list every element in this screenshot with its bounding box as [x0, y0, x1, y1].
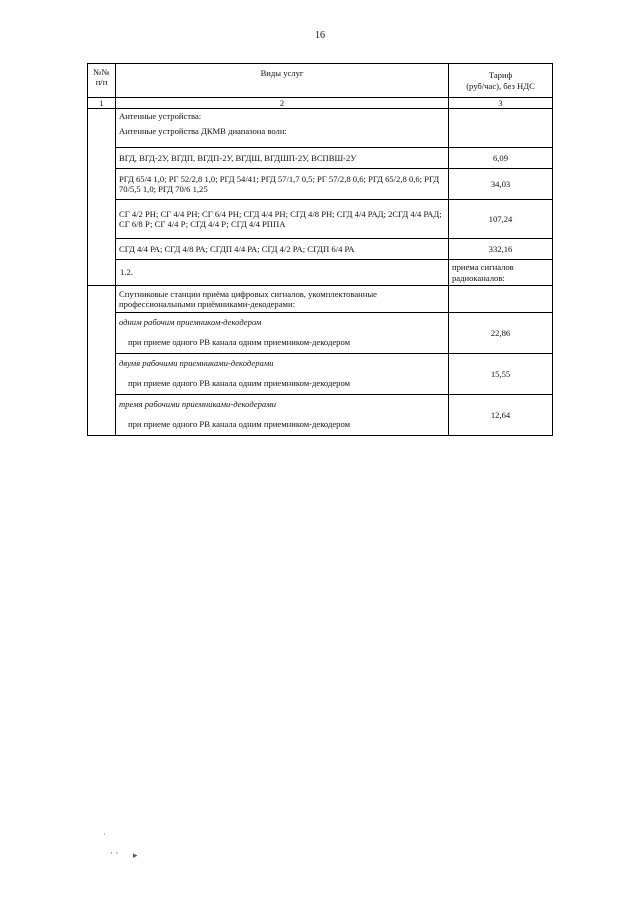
subsection-title: одним рабочим приемником-декодером [116, 312, 449, 331]
section-title: приема сигналов радиоканалов: [449, 260, 553, 286]
row-number-cell [88, 285, 116, 435]
table-row [88, 260, 553, 286]
table-row [88, 109, 553, 148]
header-tariff [449, 64, 553, 98]
scan-artifact: ▸ [133, 850, 138, 860]
service-text: СГД 4/4 РА; СГД 4/8 РА; СГДП 4/4 РА; СГД 4/2 РА; СГДП 6/4 РА [116, 239, 449, 260]
price-value: 12,64 [449, 394, 553, 435]
table-row [88, 239, 553, 260]
scan-artifact: ˙ [103, 832, 106, 842]
scan-artifact: · · [110, 848, 119, 858]
table-row [88, 353, 553, 372]
subsection-title: двумя рабочими приемниками-декодерами [116, 353, 449, 372]
table-row [88, 312, 553, 331]
header-tariff-line1: Тариф [488, 70, 513, 81]
price-cell [449, 285, 553, 312]
header-num: №№ п/п [88, 64, 116, 98]
satellite-text: Спутниковые станции приёма цифровых сигналов, укомплектованные профессиональными приёмниками-декодерами: [116, 285, 449, 312]
antenna-subtitle: Антенные устройства ДКМВ диапазона волн: [119, 125, 287, 136]
table-row [88, 148, 553, 169]
row-number-cell [88, 109, 116, 286]
service-text: при приеме одного РВ канала одним приемником-декодером [116, 413, 449, 436]
price-cell [449, 109, 553, 148]
price-value: 6,09 [449, 148, 553, 169]
service-text: СГ 4/2 РН; СГ 4/4 РН; СГ 6/4 РН; СГД 4/4 РН; СГД 4/8 РН; СГД 4/4 РАД; 2СГД 4/4 РАД; СГ 6/8 Р; СГ 4/4 Р; СГД 4/4 Р; СГД 4/4 РППА [116, 200, 449, 239]
page-number: 16 [315, 30, 325, 41]
subsection-title: тремя рабочими приемниками-декодерами [116, 394, 449, 413]
column-number: 3 [449, 98, 553, 109]
tariff-table [87, 63, 553, 436]
price-value: 22,86 [449, 312, 553, 353]
price-value: 332,16 [449, 239, 553, 260]
section-number: 1.2. [116, 260, 449, 286]
price-value: 107,24 [449, 200, 553, 239]
column-number-row [88, 98, 553, 109]
header-service: Виды услуг [116, 64, 449, 98]
antenna-section-cell [116, 109, 449, 148]
header-tariff-line2: (руб/час), без НДС [466, 80, 535, 91]
service-text: РГД 65/4 1,0; РГ 52/2,8 1,0; РГД 54/41; РГД 57/1,7 0,5; РГ 57/2,8 0,6; РГД 65/2,8 0,6; РГД 70/5,5 1,0; РГД 70/6 1,25 [116, 169, 449, 200]
price-value: 15,55 [449, 353, 553, 394]
table-row [88, 394, 553, 413]
antenna-title: Антенные устройства: [119, 111, 202, 122]
table-row [88, 200, 553, 239]
table-row [88, 285, 553, 312]
price-value: 34,03 [449, 169, 553, 200]
column-number: 2 [116, 98, 449, 109]
service-text: при приеме одного РВ канала одним приемником-декодером [116, 372, 449, 395]
table-row [88, 169, 553, 200]
table-header-row [88, 64, 553, 98]
service-text: ВГД, ВГД-2У, ВГДП, ВГДП-2У, ВГДШ, ВГДШП-2У, ВСПВШ-2У [116, 148, 449, 169]
service-text: при приеме одного РВ канала одним приемником-декодером [116, 331, 449, 354]
column-number: 1 [88, 98, 116, 109]
